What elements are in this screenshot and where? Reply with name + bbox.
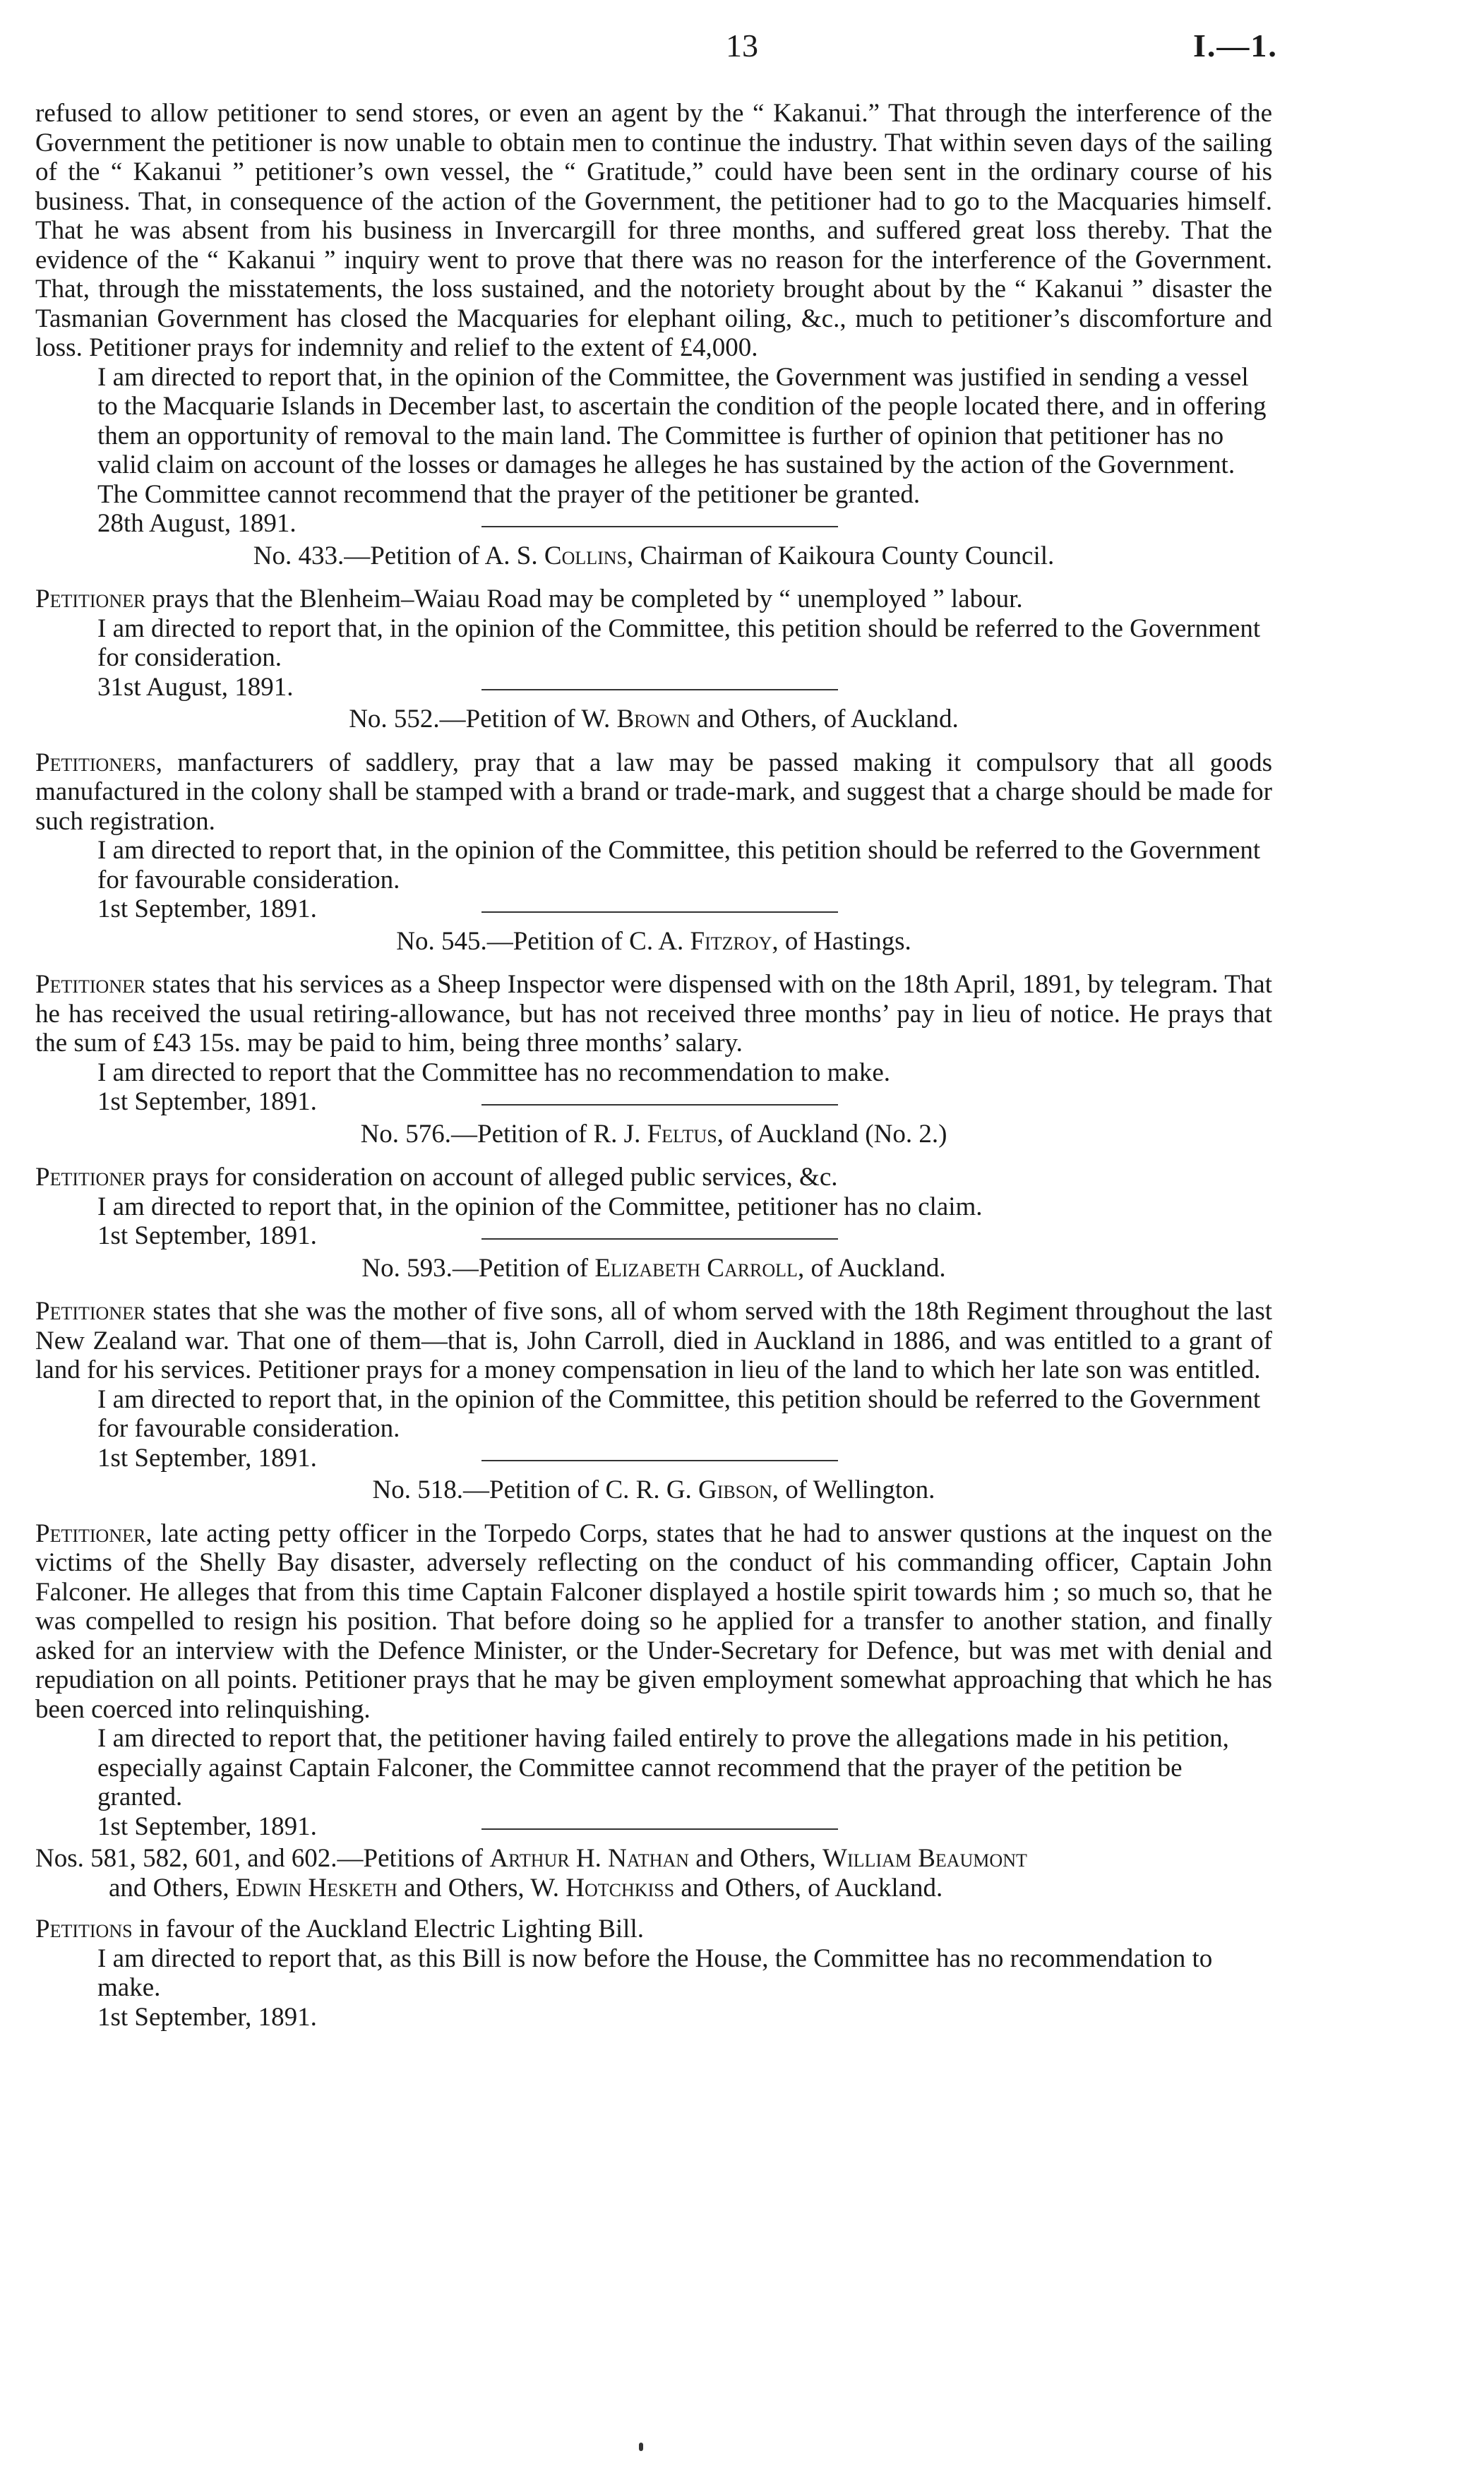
petition-552 xyxy=(35,705,1272,923)
petition-body: Petitioner states that his services as a Sheep Inspector were dispensed with on the 18th April, 1891, by telegram. That he has received the usual retiring-allowance, but has not received three months’ pay in lieu of notice. He prays that the sum of £43 15s. may be paid to him, being three months’ salary. xyxy=(35,970,1272,1058)
committee-report: I am directed to report that, the petitioner having failed entirely to prove the allegations made in his petition, especially against Captain Falconer, the Committee cannot recommend that the prayer of the petition be granted. xyxy=(97,1724,1229,1811)
committee-report: I am directed to report that, in the opinion of the Committee, petitioner has no claim. xyxy=(97,1192,983,1221)
section-divider xyxy=(481,911,838,913)
petition-body: Petitioner states that she was the mother of five sons, all of whom served with the 18th Regiment throughout the last New Zealand war. That one of them—that is, John Carroll, died in Auckland in 1886, and was entitled to a grant of land for his services. Petitioner prays for a money compensation in lieu of the land to which her late son was entitled. xyxy=(35,1297,1272,1384)
petition-title: No. 552.—Petition of W. Brown and Others, of Auckland. xyxy=(349,705,959,733)
committee-report: I am directed to report that, in the opinion of the Committee, this petition should be referred to the Government for favourable consideration. xyxy=(97,1384,1261,1443)
section-divider xyxy=(481,1238,838,1240)
page-header xyxy=(0,21,1484,78)
report-date: 1st September, 1891. xyxy=(97,1443,317,1473)
report-date: 1st September, 1891. xyxy=(97,894,317,923)
report-date: 1st September, 1891. xyxy=(97,1221,317,1250)
page-number: 13 xyxy=(726,28,758,64)
petitions-581-602 xyxy=(35,1844,1272,2032)
petition-body: Petitioner, late acting petty officer in the Torpedo Corps, states that he had to answer qustions at the inquest on the victims of the Shelly Bay disaster, adversely reflecting on the conduct of his commanding officer, Captain John Falconer. He alleges that from this time Captain Falconer displayed a hostile spirit towards him ; so much so, that he was compelled to resign his position. That before doing so he applied for a transfer to another station, and finally asked for an interview with the Defence Minister, or the Under-Secretary for Defence, but was met with denial and repudiation on all points. Petitioner prays that he may be given employment somewhat approaching that which he has been coerced into relinquishing. xyxy=(35,1518,1272,1724)
petition-title: Nos. 581, 582, 601, and 602.—Petitions of Arthur H. Nathan and Others, William Beaumont and Others, Edwin Hesketh and Others, W. Hotchkiss and Others, of Auckland. xyxy=(35,1844,1027,1903)
petition-title: No. 518.—Petition of C. R. G. Gibson, of Wellington. xyxy=(372,1475,935,1504)
ink-speck xyxy=(639,2443,643,2451)
intro-date: 28th August, 1891. xyxy=(97,509,297,538)
committee-report: I am directed to report that, as this Bill is now before the House, the Committee has no recommendation to make. xyxy=(97,1943,1213,2002)
report-date: 31st August, 1891. xyxy=(97,672,294,702)
section-divider xyxy=(481,1460,838,1461)
petition-title: No. 576.—Petition of R. J. Feltus, of Auckland (No. 2.) xyxy=(360,1119,947,1149)
document-reference: I.—1. xyxy=(1193,28,1278,64)
petition-593 xyxy=(35,1253,1272,1473)
report-date: 1st September, 1891. xyxy=(97,2002,317,2032)
section-divider xyxy=(481,526,838,527)
petition-body: Petitions in favour of the Auckland Electric Lighting Bill. xyxy=(35,1915,644,1943)
section-divider xyxy=(481,1828,838,1830)
intro-section xyxy=(35,99,1272,538)
committee-report: I am directed to report that the Committee has no recommendation to make. xyxy=(97,1058,891,1087)
report-date: 1st September, 1891. xyxy=(97,1811,317,1841)
section-divider xyxy=(481,689,838,690)
petition-title: No. 545.—Petition of C. A. Fitzroy, of Hastings. xyxy=(396,926,911,956)
petition-title: No. 433.—Petition of A. S. Collins, Chairman of Kaikoura County Council. xyxy=(253,541,1055,570)
intro-report: I am directed to report that, in the opinion of the Committee, the Government was justified in sending a vessel to the Macquarie Islands in December last, to ascertain the condition of the people located there, and in offering them an opportunity of removal to the main land. The Committee is further of opinion that petitioner has no valid claim on account of the losses or damages he alleges he has sustained by the action of the Government. The Committee cannot recommend that the prayer of the petitioner be granted. xyxy=(97,362,1267,509)
committee-report: I am directed to report that, in the opinion of the Committee, this petition should be referred to the Government for favourable consideration. xyxy=(97,836,1261,894)
petition-title: No. 593.—Petition of Elizabeth Carroll, of Auckland. xyxy=(361,1253,946,1283)
petition-body: Petitioner prays for consideration on account of alleged public services, &c. xyxy=(35,1163,838,1192)
petition-body: Petitioners, manfacturers of saddlery, pray that a law may be passed making it compulsory that all goods manufactured in the colony shall be stamped with a brand or trade-mark, and suggest that a charge should be made for such registration. xyxy=(35,748,1272,836)
intro-paragraph: refused to allow petitioner to send stores, or even an agent by the “ Kakanui.” That through the interference of the Government the petitioner is now unable to obtain men to continue the industry. That within seven days of the sailing of the “ Kakanui ” petitioner’s own vessel, the “ Gratitude,” could have been sent in the ordinary course of his business. That, in consequence of the action of the Government, the petitioner had to go to the Macquaries himself. That he was absent from his business in Invercargill for three months, and suffered great loss thereby. That the evidence of the “ Kakanui ” inquiry went to prove that there was no reason for the interference of the Government. That, through the misstatements, the loss sustained, and the notoriety brought about by the “ Kakanui ” disaster the Tasmanian Government has closed the Macquaries for elephant oiling, &c., much to petitioner’s discomforture and loss. Petitioner prays for indemnity and relief to the extent of £4,000. xyxy=(35,99,1272,362)
page-content xyxy=(35,99,1272,2032)
petition-body: Petitioner prays that the Blenheim–Waiau Road may be completed by “ unemployed ” labour. xyxy=(35,585,1023,613)
committee-report: I am directed to report that, in the opinion of the Committee, this petition should be referred to the Government for consideration. xyxy=(97,613,1261,672)
petition-433 xyxy=(35,541,1272,702)
petition-518 xyxy=(35,1475,1272,1841)
petition-545 xyxy=(35,926,1272,1116)
report-date: 1st September, 1891. xyxy=(97,1087,317,1116)
section-divider xyxy=(481,1104,838,1106)
petition-576 xyxy=(35,1119,1272,1250)
